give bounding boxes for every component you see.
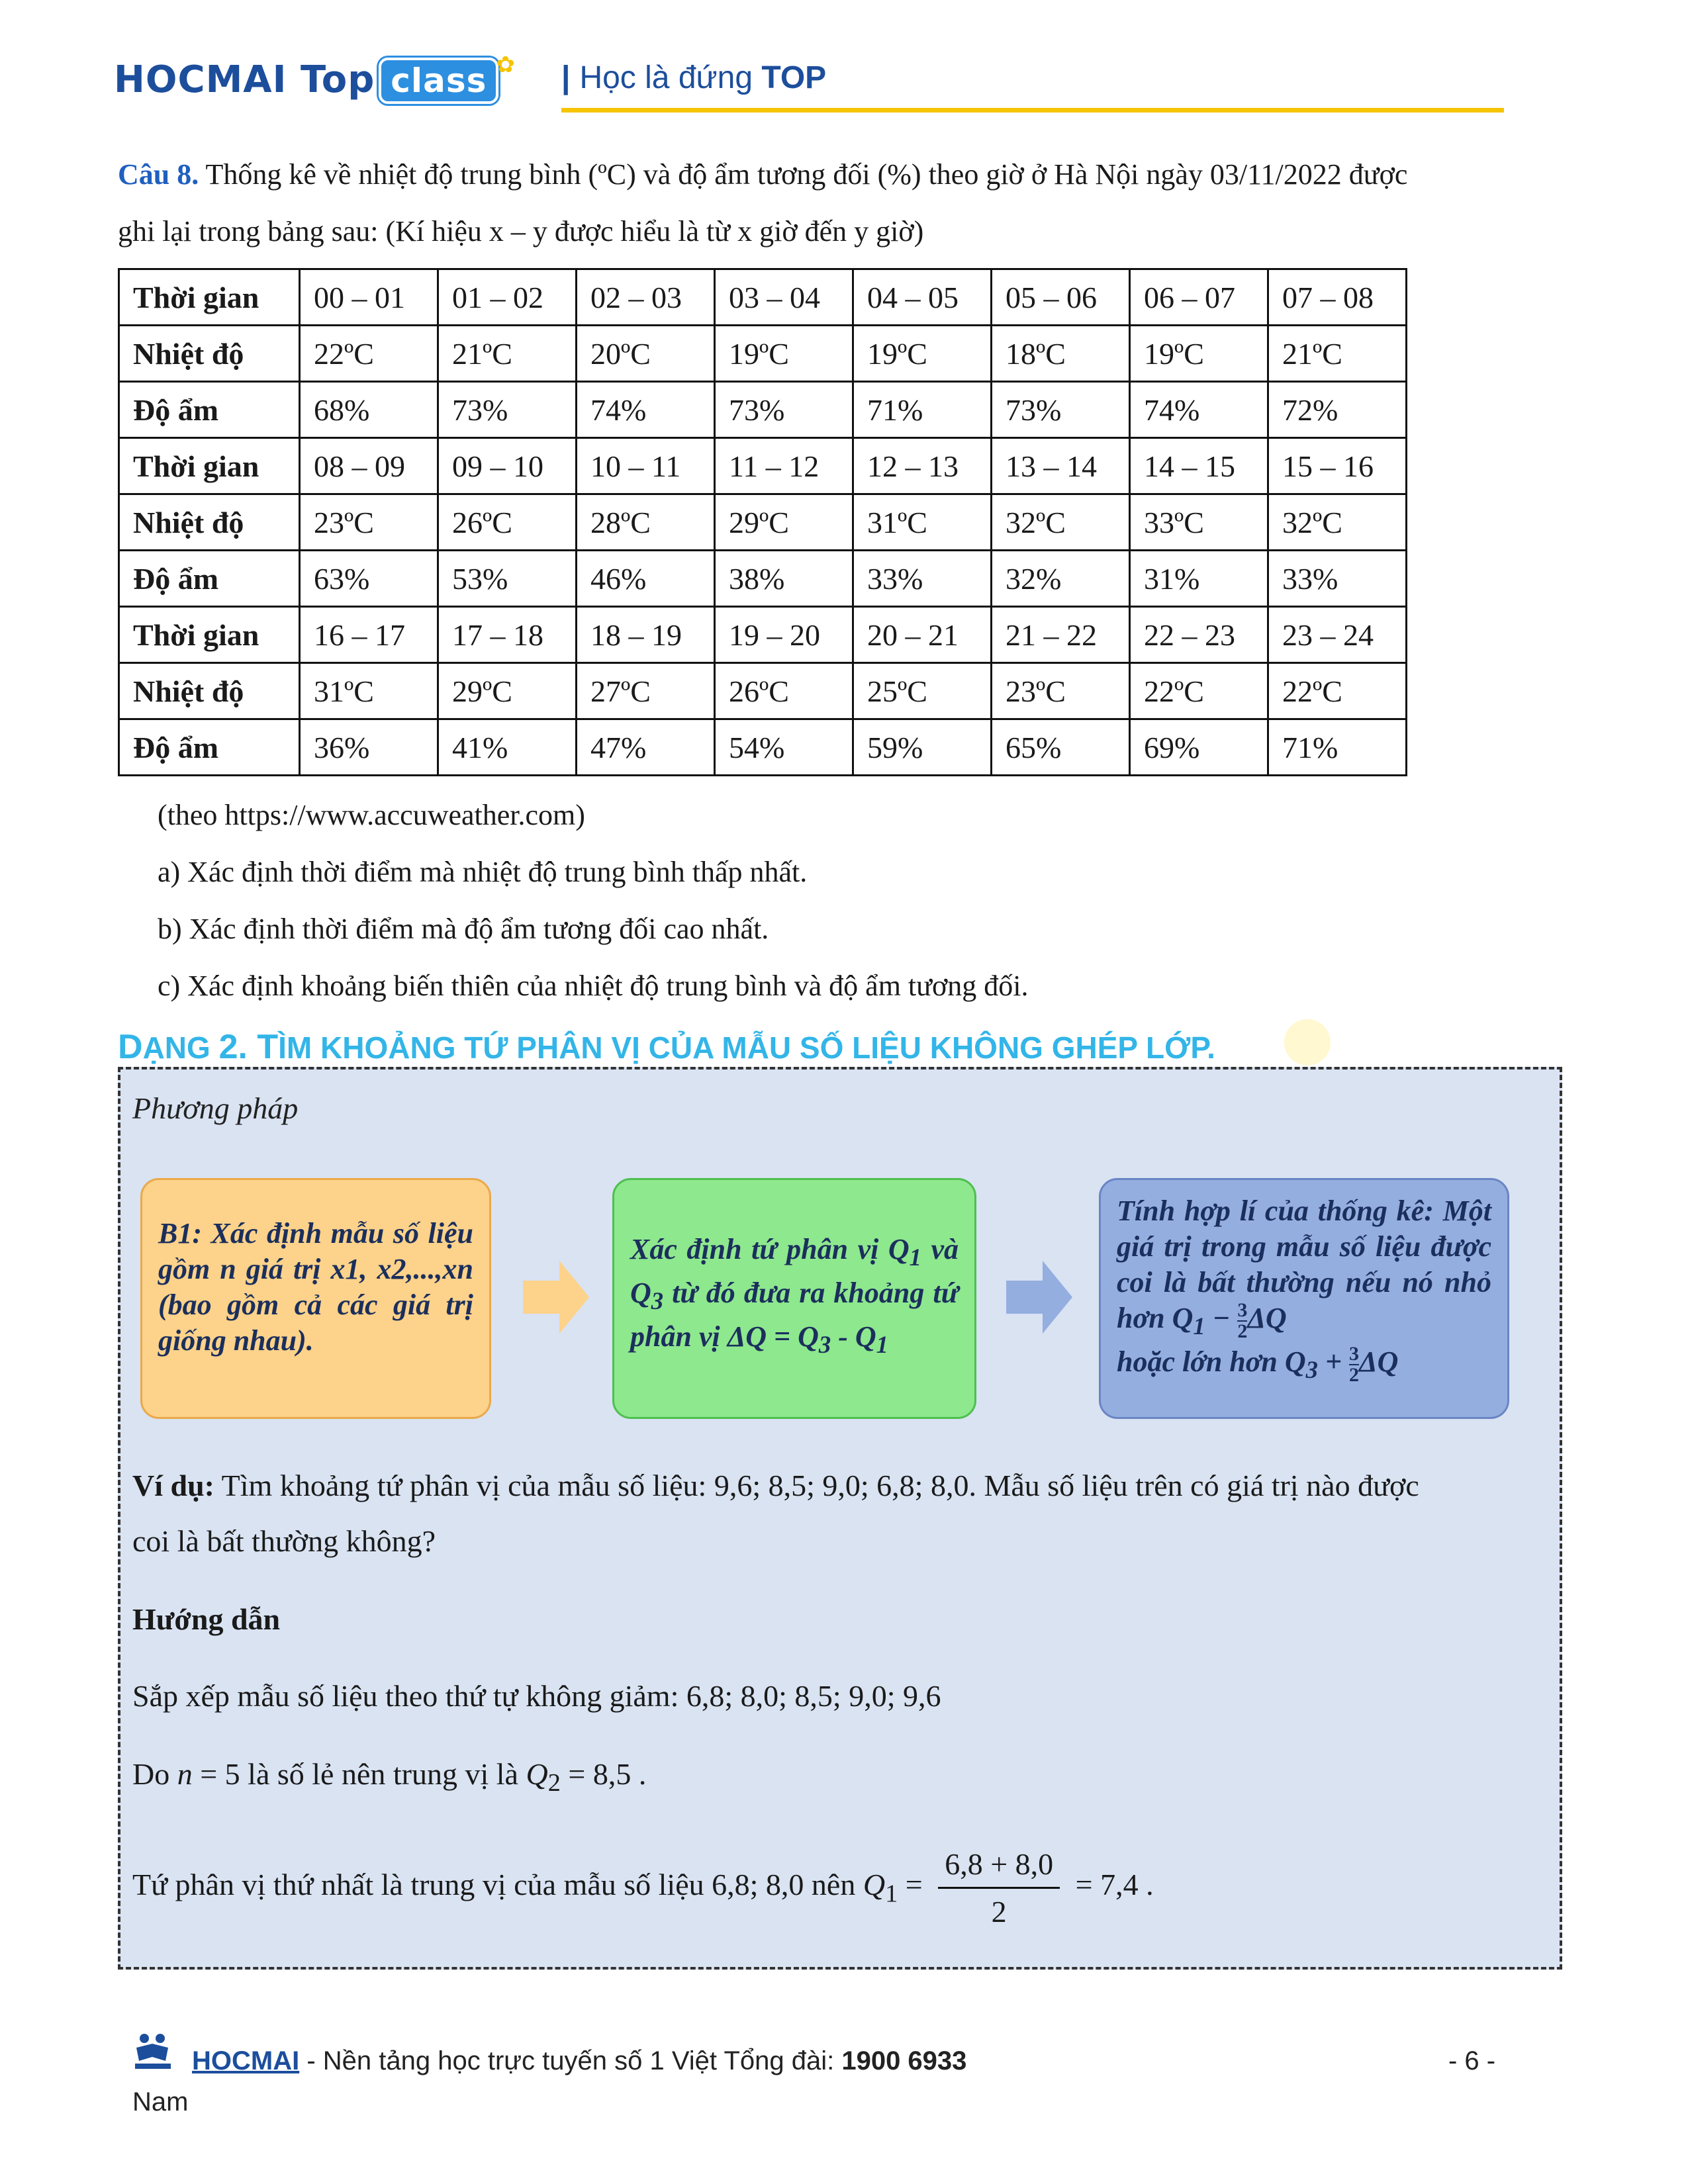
table-cell-hum: 65% <box>992 719 1130 776</box>
step-3-dq: ΔQ <box>1247 1302 1287 1335</box>
section-prefix-rest: ẠNG <box>142 1030 219 1065</box>
example-text-1: Tìm khoảng tứ phân vị của mẫu số liệu: 9,6; 8,5; 9,0; 6,8; 8,0. Mẫu số liệu trên có giá trị nào được <box>214 1469 1419 1502</box>
table-cell-temp: 27ºC <box>577 663 715 719</box>
step-3-plus: + <box>1317 1345 1350 1378</box>
step-3-sub1: 1 <box>1193 1312 1205 1340</box>
step-2-sub-3b: 3 <box>818 1330 831 1358</box>
row-header-time: Thời gian <box>119 269 300 326</box>
table-cell-time: 02 – 03 <box>577 269 715 326</box>
table-cell-temp: 31ºC <box>300 663 438 719</box>
table-cell-temp: 25ºC <box>853 663 992 719</box>
table-cell-time: 00 – 01 <box>300 269 438 326</box>
frac-num: 3 <box>1237 1299 1248 1321</box>
table-cell-time: 23 – 24 <box>1268 607 1407 663</box>
table-cell-hum: 71% <box>1268 719 1407 776</box>
q1-eq: = <box>898 1868 931 1902</box>
table-cell-hum: 74% <box>577 382 715 438</box>
table-cell-temp: 33ºC <box>1130 494 1268 551</box>
part-c: c) Xác định khoảng biến thiên của nhiệt độ trung bình và độ ẩm tương đối. <box>158 970 1029 1002</box>
table-cell-time: 03 – 04 <box>715 269 853 326</box>
divider-icon: | <box>561 60 571 95</box>
table-row-hum <box>119 551 1407 607</box>
table-row-hum <box>119 719 1407 776</box>
hocmai-footer-icon <box>131 2030 175 2074</box>
table-cell-time: 18 – 19 <box>577 607 715 663</box>
section-prefix: D <box>118 1028 143 1066</box>
q1-line <box>132 1846 1154 1929</box>
q1-sub: 1 <box>885 1880 898 1908</box>
frac-den: 2 <box>1237 1320 1248 1342</box>
example-line-2: coi là bất thường không? <box>132 1524 436 1558</box>
q1-num: 6,8 + 8,0 <box>938 1846 1060 1889</box>
step-3-dq-b: ΔQ <box>1359 1345 1399 1378</box>
row-header-time: Thời gian <box>119 607 300 663</box>
table-row-temp <box>119 663 1407 719</box>
table-cell-temp: 29ºC <box>715 494 853 551</box>
table-cell-time: 16 – 17 <box>300 607 438 663</box>
footer-hotline: 1900 6933 <box>841 2046 967 2075</box>
table-cell-hum: 74% <box>1130 382 1268 438</box>
step-2-text-a: Xác định tứ phân vị Q <box>630 1233 910 1265</box>
header-underline <box>561 108 1504 113</box>
table-cell-temp: 20ºC <box>577 326 715 382</box>
step-2-sub-3: 3 <box>651 1287 664 1314</box>
slogan-prefix: Học là đứng <box>579 60 753 95</box>
page-number: - 6 - <box>1448 2046 1496 2075</box>
step-3-box <box>1099 1178 1509 1419</box>
table-cell-hum: 41% <box>438 719 577 776</box>
table-cell-temp: 19ºC <box>853 326 992 382</box>
table-cell-hum: 73% <box>715 382 853 438</box>
table-cell-time: 08 – 09 <box>300 438 438 494</box>
table-cell-time: 05 – 06 <box>992 269 1130 326</box>
footer-hotline-label: Tổng đài: <box>724 2046 842 2075</box>
table-cell-temp: 22ºC <box>1268 663 1407 719</box>
median-q: Q <box>526 1757 548 1791</box>
question-line-1 <box>118 147 1581 203</box>
footer-brand-link[interactable]: HOCMAI <box>192 2046 300 2075</box>
table-cell-hum: 33% <box>1268 551 1407 607</box>
frac-num-b: 3 <box>1349 1342 1360 1365</box>
median-a: Do <box>132 1757 177 1791</box>
step-2-box <box>612 1178 976 1419</box>
row-header-temp: Nhiệt độ <box>119 326 300 382</box>
table-cell-time: 20 – 21 <box>853 607 992 663</box>
table-cell-temp: 26ºC <box>715 663 853 719</box>
row-header-temp: Nhiệt độ <box>119 663 300 719</box>
table-cell-time: 06 – 07 <box>1130 269 1268 326</box>
table-cell-hum: 73% <box>438 382 577 438</box>
part-b: b) Xác định thời điểm mà độ ẩm tương đối cao nhất. <box>158 913 769 945</box>
median-line <box>132 1756 646 1797</box>
step-2-text-b: và Q <box>630 1233 959 1309</box>
question-text-2: ghi lại trong bảng sau: (Kí hiệu x – y được hiểu là từ x giờ đến y giờ) <box>118 215 924 248</box>
part-a: a) Xác định thời điểm mà nhiệt độ trung bình thấp nhất. <box>158 856 808 888</box>
sun-decoration-icon <box>1284 1019 1331 1066</box>
row-header-hum: Độ ẩm <box>119 719 300 776</box>
table-cell-hum: 63% <box>300 551 438 607</box>
table-cell-temp: 21ºC <box>438 326 577 382</box>
step-2-text-d: - Q <box>831 1320 876 1353</box>
row-header-hum: Độ ẩm <box>119 382 300 438</box>
table-cell-temp: 26ºC <box>438 494 577 551</box>
table-cell-time: 15 – 16 <box>1268 438 1407 494</box>
fraction-3-2b <box>1349 1344 1359 1385</box>
table-cell-time: 09 – 10 <box>438 438 577 494</box>
row-header-hum: Độ ẩm <box>119 551 300 607</box>
table-cell-temp: 23ºC <box>300 494 438 551</box>
step-2-sub-1: 1 <box>909 1243 921 1271</box>
table-cell-time: 22 – 23 <box>1130 607 1268 663</box>
step-3-text-b: hoặc lớn hơn <box>1117 1345 1285 1378</box>
table-cell-temp: 22ºC <box>1130 663 1268 719</box>
table-cell-hum: 38% <box>715 551 853 607</box>
median-sub: 2 <box>547 1769 561 1797</box>
step-3-text-a: Tính hợp lí của thống kê: Một giá trị trong mẫu số liệu được coi là bất thường nếu nó nhỏ hơn <box>1117 1195 1491 1335</box>
median-n: n <box>177 1757 193 1791</box>
table-cell-temp: 23ºC <box>992 663 1130 719</box>
table-row-time <box>119 269 1407 326</box>
slogan <box>561 60 826 96</box>
step-1-box <box>140 1178 491 1419</box>
example-line-1 <box>132 1468 1419 1503</box>
logo-text: HOCMAI Top <box>114 58 375 101</box>
table-cell-hum: 31% <box>1130 551 1268 607</box>
section-heading <box>118 1027 1215 1067</box>
question-label: Câu 8. <box>118 158 199 191</box>
section-title: ÌM KHOẢNG TỨ PHÂN VỊ CỦA MẪU SỐ LIỆU KHÔNG GHÉP LỚP. <box>278 1030 1215 1065</box>
question-line-2 <box>118 204 1581 259</box>
footer-line <box>192 2046 966 2076</box>
q1-fraction <box>938 1846 1060 1929</box>
weather-table <box>118 268 1407 776</box>
table-row-time <box>119 438 1407 494</box>
step-1-text: B1: Xác định mẫu số liệu gồm n giá trị x1, x2,...,xn (bao gồm cả các giá trị giống nhau). <box>158 1217 473 1357</box>
table-cell-hum: 53% <box>438 551 577 607</box>
table-cell-temp: 21ºC <box>1268 326 1407 382</box>
table-cell-temp: 18ºC <box>992 326 1130 382</box>
table-cell-temp: 28ºC <box>577 494 715 551</box>
table-cell-hum: 69% <box>1130 719 1268 776</box>
section-t: T <box>247 1028 279 1066</box>
step-3-q: Q <box>1172 1302 1194 1335</box>
table-cell-time: 07 – 08 <box>1268 269 1407 326</box>
table-cell-temp: 32ºC <box>1268 494 1407 551</box>
table-cell-hum: 36% <box>300 719 438 776</box>
q1-text: Tứ phân vị thứ nhất là trung vị của mẫu số liệu 6,8; 8,0 nên <box>132 1868 863 1902</box>
section-num: 2. <box>218 1028 248 1066</box>
table-cell-time: 13 – 14 <box>992 438 1130 494</box>
table-cell-hum: 71% <box>853 382 992 438</box>
table-cell-time: 14 – 15 <box>1130 438 1268 494</box>
arrow-right-icon <box>1006 1261 1072 1334</box>
hocmai-topclass-logo <box>114 52 518 101</box>
table-cell-temp: 22ºC <box>300 326 438 382</box>
table-cell-time: 17 – 18 <box>438 607 577 663</box>
guide-title: Hướng dẫn <box>132 1602 281 1636</box>
frac-den-b: 2 <box>1349 1363 1360 1386</box>
step-2-text-c: từ đó đưa ra khoảng tứ phân vị ΔQ = Q <box>630 1276 959 1353</box>
step-3-sub3: 3 <box>1305 1355 1318 1383</box>
row-header-time: Thời gian <box>119 438 300 494</box>
table-cell-temp: 29ºC <box>438 663 577 719</box>
table-cell-time: 10 – 11 <box>577 438 715 494</box>
source-note: (theo https://www.accuweather.com) <box>158 799 585 831</box>
table-cell-hum: 47% <box>577 719 715 776</box>
example-label: Ví dụ: <box>132 1469 214 1502</box>
table-cell-hum: 72% <box>1268 382 1407 438</box>
table-row-hum <box>119 382 1407 438</box>
table-cell-temp: 31ºC <box>853 494 992 551</box>
step-2-sub-1b: 1 <box>876 1330 888 1358</box>
table-cell-hum: 59% <box>853 719 992 776</box>
slogan-bold: TOP <box>761 60 827 95</box>
table-row-temp <box>119 494 1407 551</box>
step-3-q3: Q <box>1284 1345 1306 1378</box>
q1-result: = 7,4 . <box>1068 1868 1154 1902</box>
table-cell-time: 21 – 22 <box>992 607 1130 663</box>
table-cell-hum: 68% <box>300 382 438 438</box>
table-cell-time: 11 – 12 <box>715 438 853 494</box>
footer-line-2: Nam <box>132 2087 189 2116</box>
table-cell-temp: 19ºC <box>1130 326 1268 382</box>
table-cell-hum: 73% <box>992 382 1130 438</box>
table-row-time <box>119 607 1407 663</box>
table-row-temp <box>119 326 1407 382</box>
median-c: = 8,5 . <box>560 1757 647 1791</box>
q1-den: 2 <box>991 1895 1007 1929</box>
table-cell-time: 04 – 05 <box>853 269 992 326</box>
table-cell-time: 01 – 02 <box>438 269 577 326</box>
sun-icon: ✿ <box>496 52 516 78</box>
question-text-1: Thống kê về nhiệt độ trung bình (ºC) và độ ẩm tương đối (%) theo giờ ở Hà Nội ngày 03/11/2022 được <box>199 158 1408 191</box>
table-cell-hum: 33% <box>853 551 992 607</box>
arrow-right-icon <box>523 1261 589 1334</box>
table-cell-hum: 32% <box>992 551 1130 607</box>
sort-line: Sắp xếp mẫu số liệu theo thứ tự không giảm: 6,8; 8,0; 8,5; 9,0; 9,6 <box>132 1679 941 1713</box>
table-cell-temp: 32ºC <box>992 494 1130 551</box>
step-3-minus: − <box>1205 1302 1238 1335</box>
table-cell-time: 12 – 13 <box>853 438 992 494</box>
fraction-3-2 <box>1237 1300 1247 1342</box>
table-cell-time: 19 – 20 <box>715 607 853 663</box>
q1-symbol: Q <box>863 1868 886 1902</box>
method-title: Phương pháp <box>132 1091 299 1125</box>
footer-text: - Nền tảng học trực tuyến số 1 Việt <box>299 2046 724 2075</box>
table-cell-hum: 46% <box>577 551 715 607</box>
table-cell-temp: 19ºC <box>715 326 853 382</box>
row-header-temp: Nhiệt độ <box>119 494 300 551</box>
table-cell-hum: 54% <box>715 719 853 776</box>
logo-badge: class <box>379 58 498 104</box>
median-b: = 5 là số lẻ nên trung vị là <box>192 1757 526 1791</box>
